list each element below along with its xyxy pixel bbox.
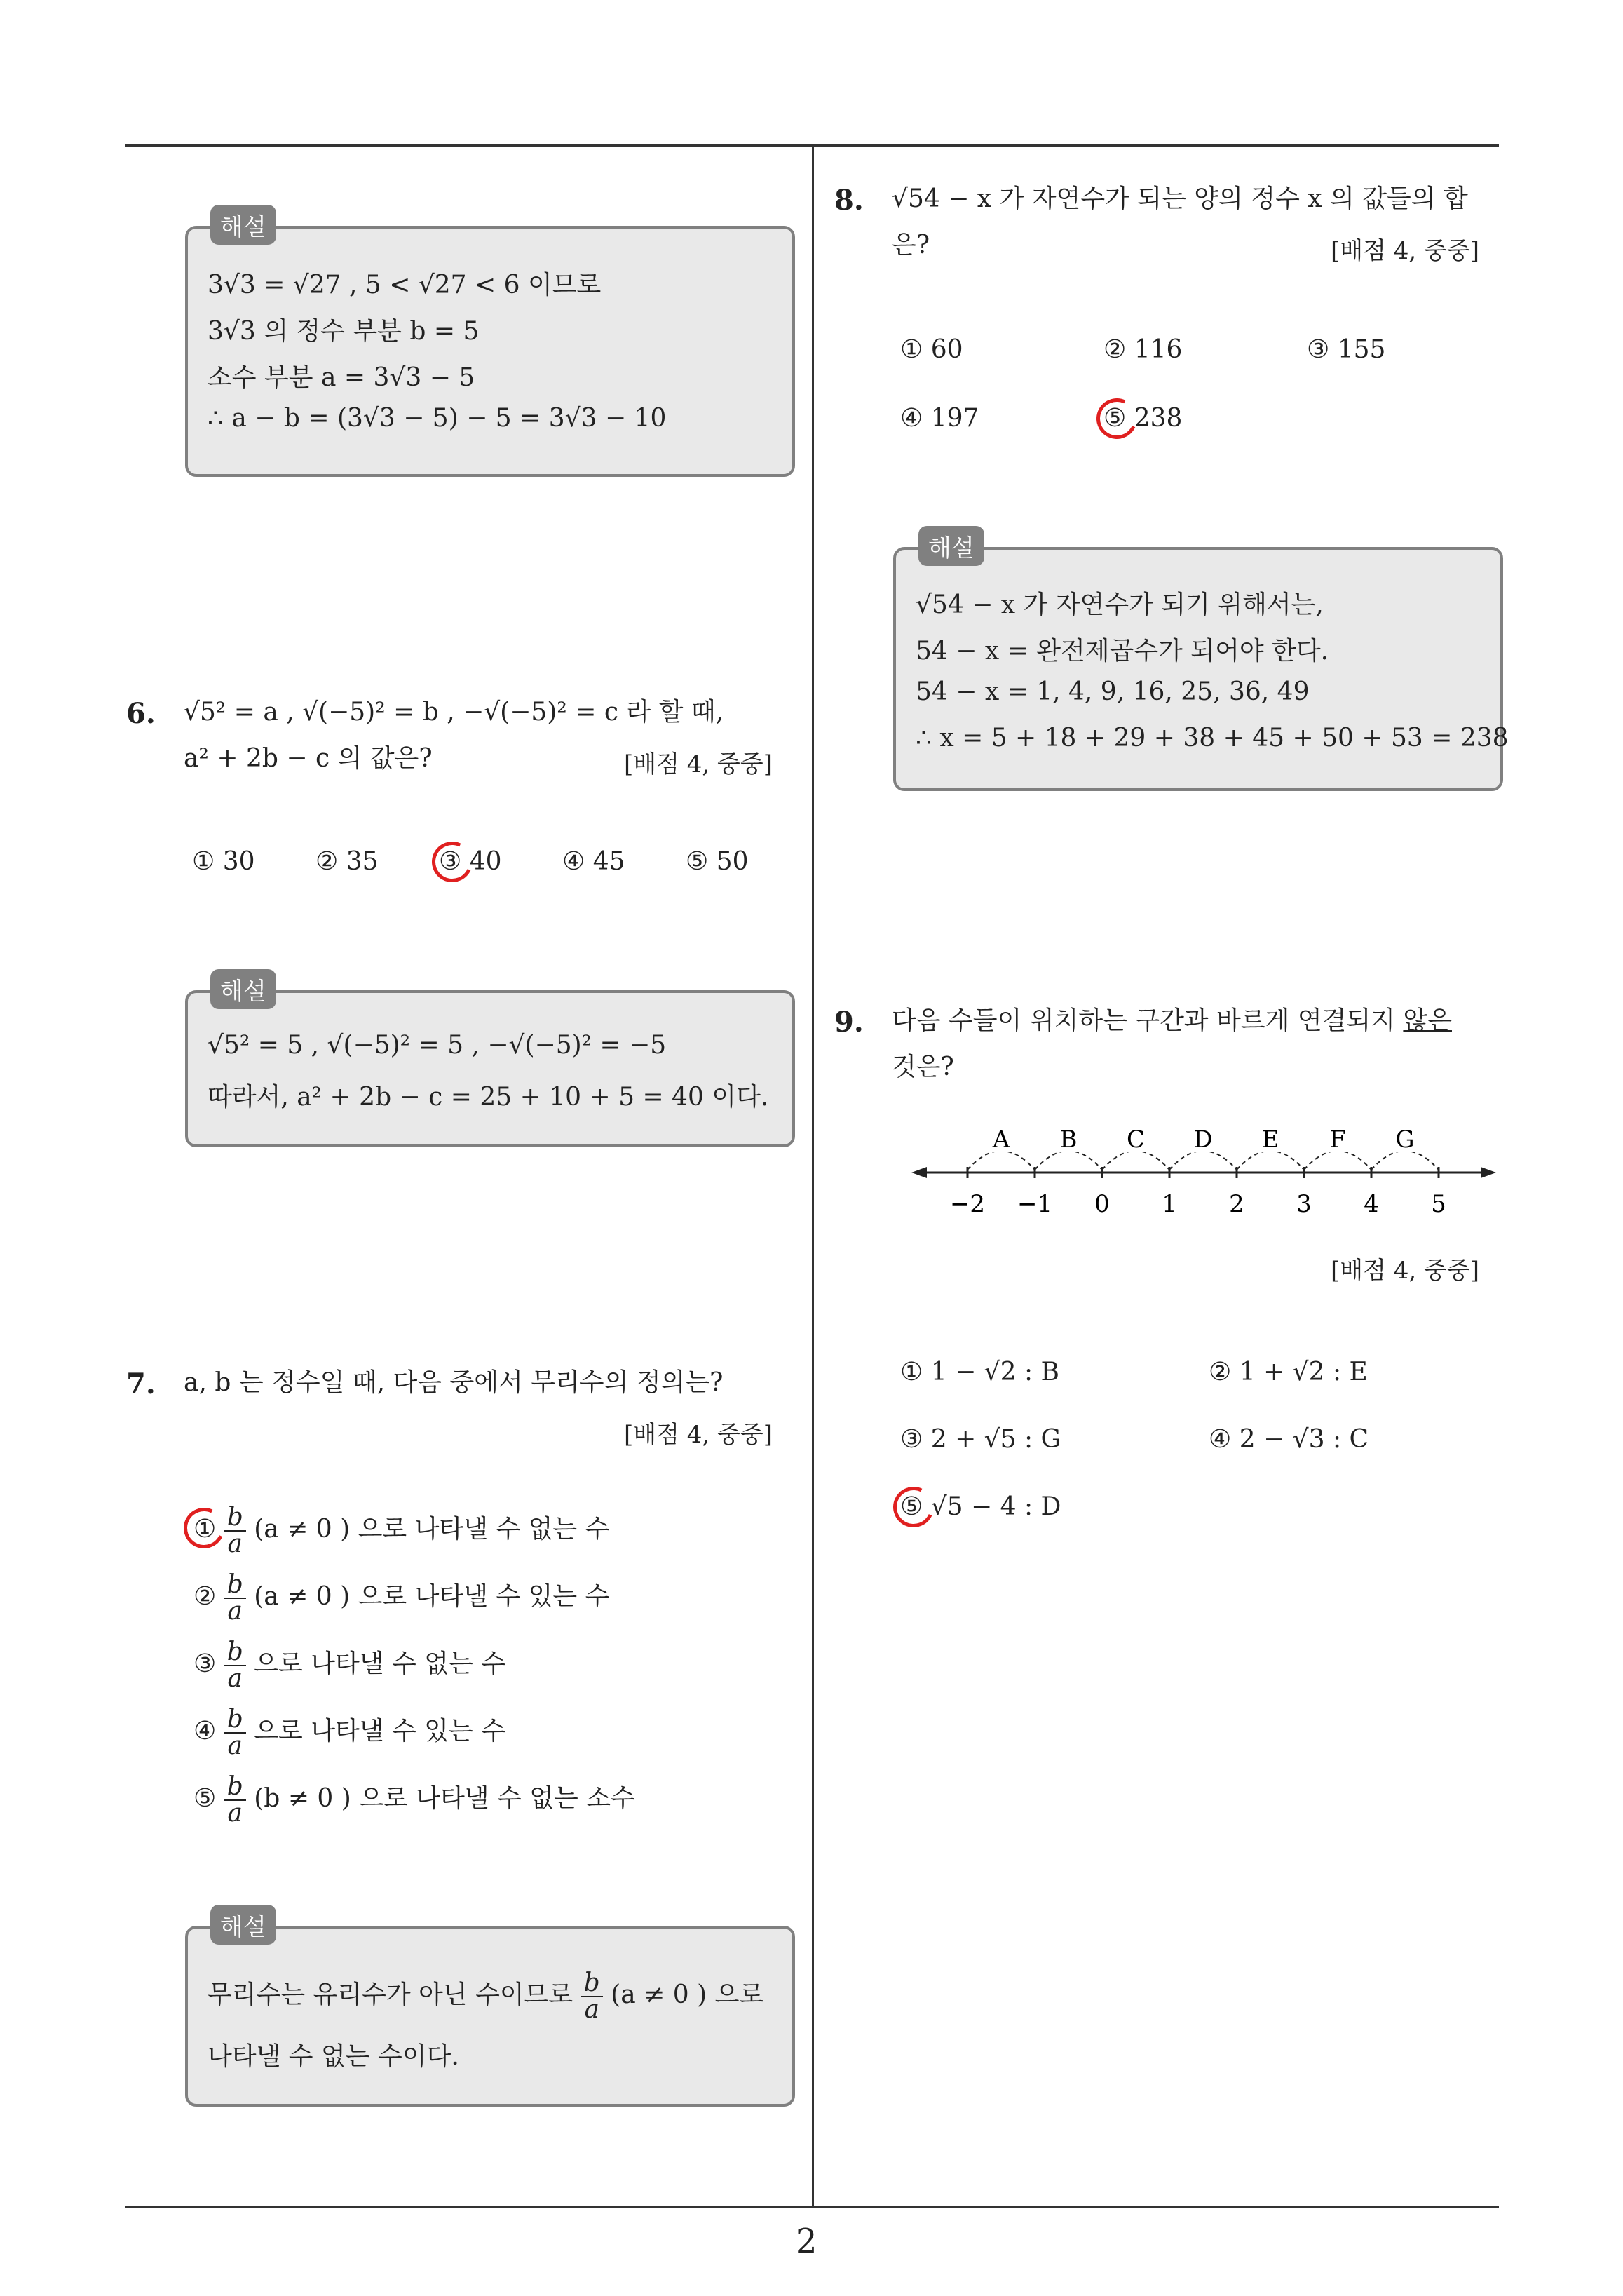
q6-choice-1[interactable]: ① 30 xyxy=(192,847,255,876)
right-arrow-icon xyxy=(1481,1167,1496,1178)
q8-choice-3[interactable]: ③ 155 xyxy=(1307,335,1386,364)
number-line-interval-arc xyxy=(1371,1151,1439,1170)
q8-line-2: 은? xyxy=(892,231,930,259)
number-line-interval-arc xyxy=(1169,1151,1237,1170)
sol5-line-3: 소수 부분 a = 3√3 − 5 xyxy=(208,363,475,392)
fraction-b-over-a: $\frac{b}{a}$ xyxy=(224,1640,246,1691)
q7-choice-1[interactable] xyxy=(193,1505,609,1557)
page-number: 2 xyxy=(796,2222,817,2261)
q9-choice-5[interactable]: ⑤ √5 − 4 : D xyxy=(900,1492,1061,1521)
q7-choice-5[interactable] xyxy=(193,1774,635,1826)
q9-line-2: 것은? xyxy=(892,1053,954,1081)
number-line-tick-label: 1 xyxy=(1162,1190,1177,1218)
q7-choice-4[interactable] xyxy=(193,1707,505,1759)
q8-choice-1[interactable]: ① 60 xyxy=(900,335,963,364)
sol6-line-1: √5² = 5 , √(−5)² = 5 , −√(−5)² = −5 xyxy=(208,1031,667,1060)
choice-mark: ③ xyxy=(193,1649,217,1678)
left-arrow-icon xyxy=(911,1167,927,1178)
answer-circle-mark xyxy=(426,836,478,888)
bottom-rule xyxy=(125,2206,1499,2208)
number-line-tick-label: 4 xyxy=(1364,1190,1379,1218)
q9-choice-4[interactable]: ④ 2 − √3 : C xyxy=(1209,1425,1369,1454)
sol8-line-2: 54 − x = 완전제곱수가 되어야 한다. xyxy=(916,637,1329,666)
q9-choice-3[interactable]: ③ 2 + √5 : G xyxy=(900,1425,1061,1454)
q6-choice-5[interactable]: ⑤ 50 xyxy=(686,847,749,876)
q9-score: [배점 4, 중중] xyxy=(1331,1257,1479,1285)
fraction-b-over-a: $\frac{b}{a}$ xyxy=(224,1707,246,1759)
number-line-interval-label: E xyxy=(1261,1126,1279,1154)
solution-box-q8 xyxy=(893,547,1503,791)
number-line-interval-label: F xyxy=(1329,1126,1346,1154)
q8-choice-4[interactable]: ④ 197 xyxy=(900,404,979,433)
sol6-line-2: 따라서, a² + 2b − c = 25 + 10 + 5 = 40 이다. xyxy=(208,1083,769,1112)
sol8-line-4: ∴ x = 5 + 18 + 29 + 38 + 45 + 50 + 53 = 238 xyxy=(916,724,1509,752)
question-number: 8. xyxy=(834,184,864,217)
q8-score: [배점 4, 중중] xyxy=(1331,237,1479,265)
number-line-interval-label: C xyxy=(1126,1126,1146,1154)
q6-choice-4[interactable]: ④ 45 xyxy=(562,847,625,876)
choice-mark: ① xyxy=(193,1515,217,1544)
number-line-interval-label: D xyxy=(1193,1126,1213,1154)
answer-circle-mark xyxy=(888,1481,939,1533)
q8-line-1: √54 − x 가 자연수가 되는 양의 정수 x 의 값들의 합 xyxy=(892,184,1468,213)
number-line-diagram xyxy=(911,1115,1500,1227)
fraction-b-over-a: $\frac{b}{a}$ xyxy=(581,1971,603,2022)
choice-mark: ② xyxy=(193,1582,217,1611)
choice-condition: (a ≠ 0 ) xyxy=(254,1515,351,1544)
q9-underlined-word: 않은 xyxy=(1403,1006,1452,1035)
number-line-tick-label: 3 xyxy=(1296,1190,1312,1218)
q8-choice-5[interactable]: ⑤ 238 xyxy=(1103,404,1183,433)
sol7-line-2: 나타낼 수 없는 수이다. xyxy=(208,2042,459,2071)
q7-score: [배점 4, 중중] xyxy=(624,1421,773,1449)
question-number: 7. xyxy=(126,1368,156,1400)
q9-text: 다음 수들이 위치하는 구간과 바르게 연결되지 xyxy=(892,1006,1395,1035)
number-line-interval-arc xyxy=(1102,1151,1169,1170)
number-line-interval-arc xyxy=(1304,1151,1371,1170)
number-line-interval-label: B xyxy=(1059,1126,1078,1154)
answer-circle-mark xyxy=(1091,393,1143,445)
number-line-tick-label: −2 xyxy=(949,1190,986,1218)
q7-choice-3[interactable] xyxy=(193,1637,505,1693)
column-divider xyxy=(812,146,814,2206)
fraction-b-over-a: $\frac{b}{a}$ xyxy=(224,1505,246,1557)
choice-text: 으로 나타낼 수 있는 수 xyxy=(358,1582,610,1611)
q6-choice-2[interactable]: ② 35 xyxy=(315,847,379,876)
sol5-line-2: 3√3 의 정수 부분 b = 5 xyxy=(208,317,480,346)
question-number: 9. xyxy=(834,1006,864,1039)
sol7-text-pre: 무리수는 유리수가 아닌 수이므로 xyxy=(208,1980,573,2009)
choice-condition: (a ≠ 0 ) xyxy=(254,1582,351,1611)
q6-choice-3[interactable]: ③ 40 xyxy=(439,847,502,876)
choice-condition: (b ≠ 0 ) xyxy=(254,1784,351,1813)
solution-box-q6 xyxy=(185,990,795,1147)
sol7-condition: (a ≠ 0 ) xyxy=(611,1980,707,2009)
q9-choice-2[interactable]: ② 1 + √2 : E xyxy=(1209,1358,1368,1386)
q6-line-1: √5² = a , √(−5)² = b , −√(−5)² = c 라 할 때, xyxy=(184,698,724,727)
q6-line-2: a² + 2b − c 의 값은? xyxy=(184,744,433,773)
choice-mark: ⑤ xyxy=(193,1784,217,1813)
sol5-line-4: ∴ a − b = (3√3 − 5) − 5 = 3√3 − 10 xyxy=(208,404,667,433)
choice-text: 으로 나타낼 수 없는 소수 xyxy=(359,1784,635,1813)
number-line-interval-arc xyxy=(967,1151,1035,1170)
solution-label: 해설 xyxy=(210,205,276,245)
choice-text: 으로 나타낼 수 없는 수 xyxy=(358,1515,610,1544)
sol7-text-post: 으로 xyxy=(714,1980,764,2009)
q8-choice-2[interactable]: ② 116 xyxy=(1103,335,1183,364)
solution-label: 해설 xyxy=(918,526,984,566)
number-line-interval-label: A xyxy=(992,1126,1010,1154)
choice-text: 으로 나타낼 수 있는 수 xyxy=(254,1717,505,1745)
choice-text: 으로 나타낼 수 없는 수 xyxy=(254,1649,505,1678)
number-line-tick-label: 2 xyxy=(1229,1190,1244,1218)
solution-label: 해설 xyxy=(210,969,276,1009)
fraction-b-over-a: $\frac{b}{a}$ xyxy=(224,1774,246,1826)
sol8-line-3: 54 − x = 1, 4, 9, 16, 25, 36, 49 xyxy=(916,677,1310,706)
q7-choice-2[interactable] xyxy=(193,1572,609,1624)
solution-box-q5 xyxy=(185,226,795,477)
sol5-line-1: 3√3 = √27 , 5 < √27 < 6 이므로 xyxy=(208,271,602,299)
number-line-tick-label: −1 xyxy=(1017,1190,1053,1218)
fraction-b-over-a: $\frac{b}{a}$ xyxy=(224,1572,246,1624)
q9-line-1 xyxy=(892,1006,1452,1036)
number-line-tick-label: 5 xyxy=(1431,1190,1446,1218)
q7-line-1: a, b 는 정수일 때, 다음 중에서 무리수의 정의는? xyxy=(184,1368,724,1397)
q6-score: [배점 4, 중중] xyxy=(624,750,773,778)
sol8-line-1: √54 − x 가 자연수가 되기 위해서는, xyxy=(916,590,1324,619)
choice-mark: ④ xyxy=(193,1717,217,1745)
solution-label: 해설 xyxy=(210,1905,276,1945)
number-line-interval-arc xyxy=(1237,1151,1304,1170)
number-line-tick-label: 0 xyxy=(1094,1190,1110,1218)
q9-choice-1[interactable]: ① 1 − √2 : B xyxy=(900,1358,1059,1386)
question-number: 6. xyxy=(126,697,156,730)
number-line-interval-arc xyxy=(1035,1151,1102,1170)
number-line-interval-label: G xyxy=(1395,1126,1415,1154)
sol7-line-1 xyxy=(208,1971,763,2022)
